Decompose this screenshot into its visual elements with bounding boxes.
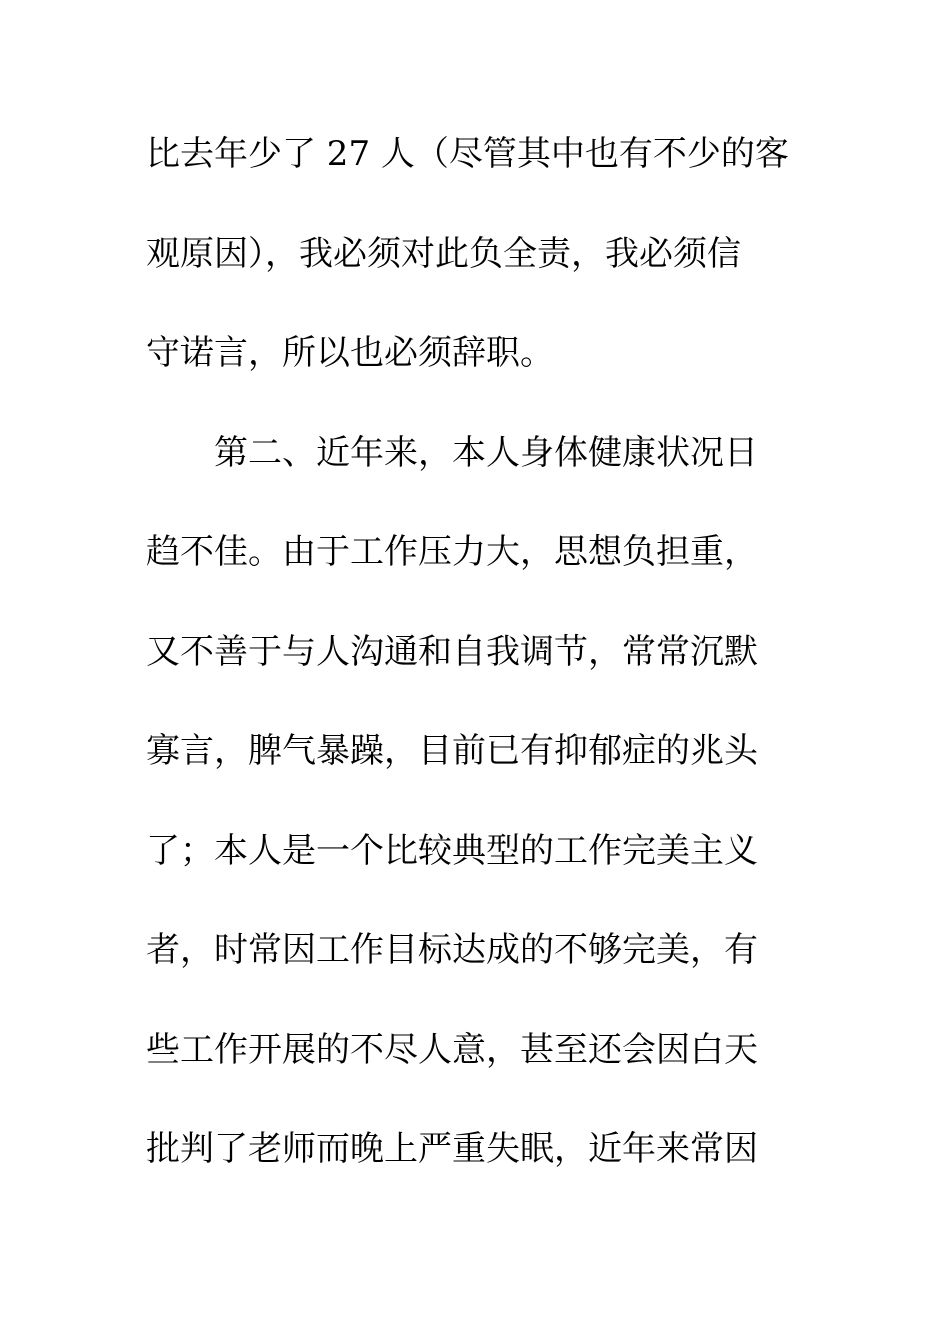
text-line: 些工作开展的不尽人意，甚至还会因白天 xyxy=(146,1029,758,1070)
text-line: 比去年少了 27 人（尽管其中也有不少的客 xyxy=(146,134,789,174)
document-body xyxy=(146,123,796,1218)
text-line: 又不善于与人沟通和自我调节，常常沉默 xyxy=(146,631,758,672)
text-line: 观原因），我必须对此负全责，我必须信 xyxy=(146,233,741,274)
text-line: 寡言，脾气暴躁，目前已有抑郁症的兆头 xyxy=(146,731,758,771)
text-line: 趋不佳。由于工作压力大，思想负担重， xyxy=(146,532,758,572)
text-line: 守诺言，所以也必须辞职。 xyxy=(146,333,554,373)
text-line: 者，时常因工作目标达成的不够完美，有 xyxy=(146,930,758,970)
text-line: 了；本人是一个比较典型的工作完美主义 xyxy=(146,830,758,871)
paragraph-first-line: 第二、近年来，本人身体健康状况日 xyxy=(214,432,758,473)
text-line: 批判了老师而晚上严重失眠，近年来常因 xyxy=(146,1129,758,1169)
